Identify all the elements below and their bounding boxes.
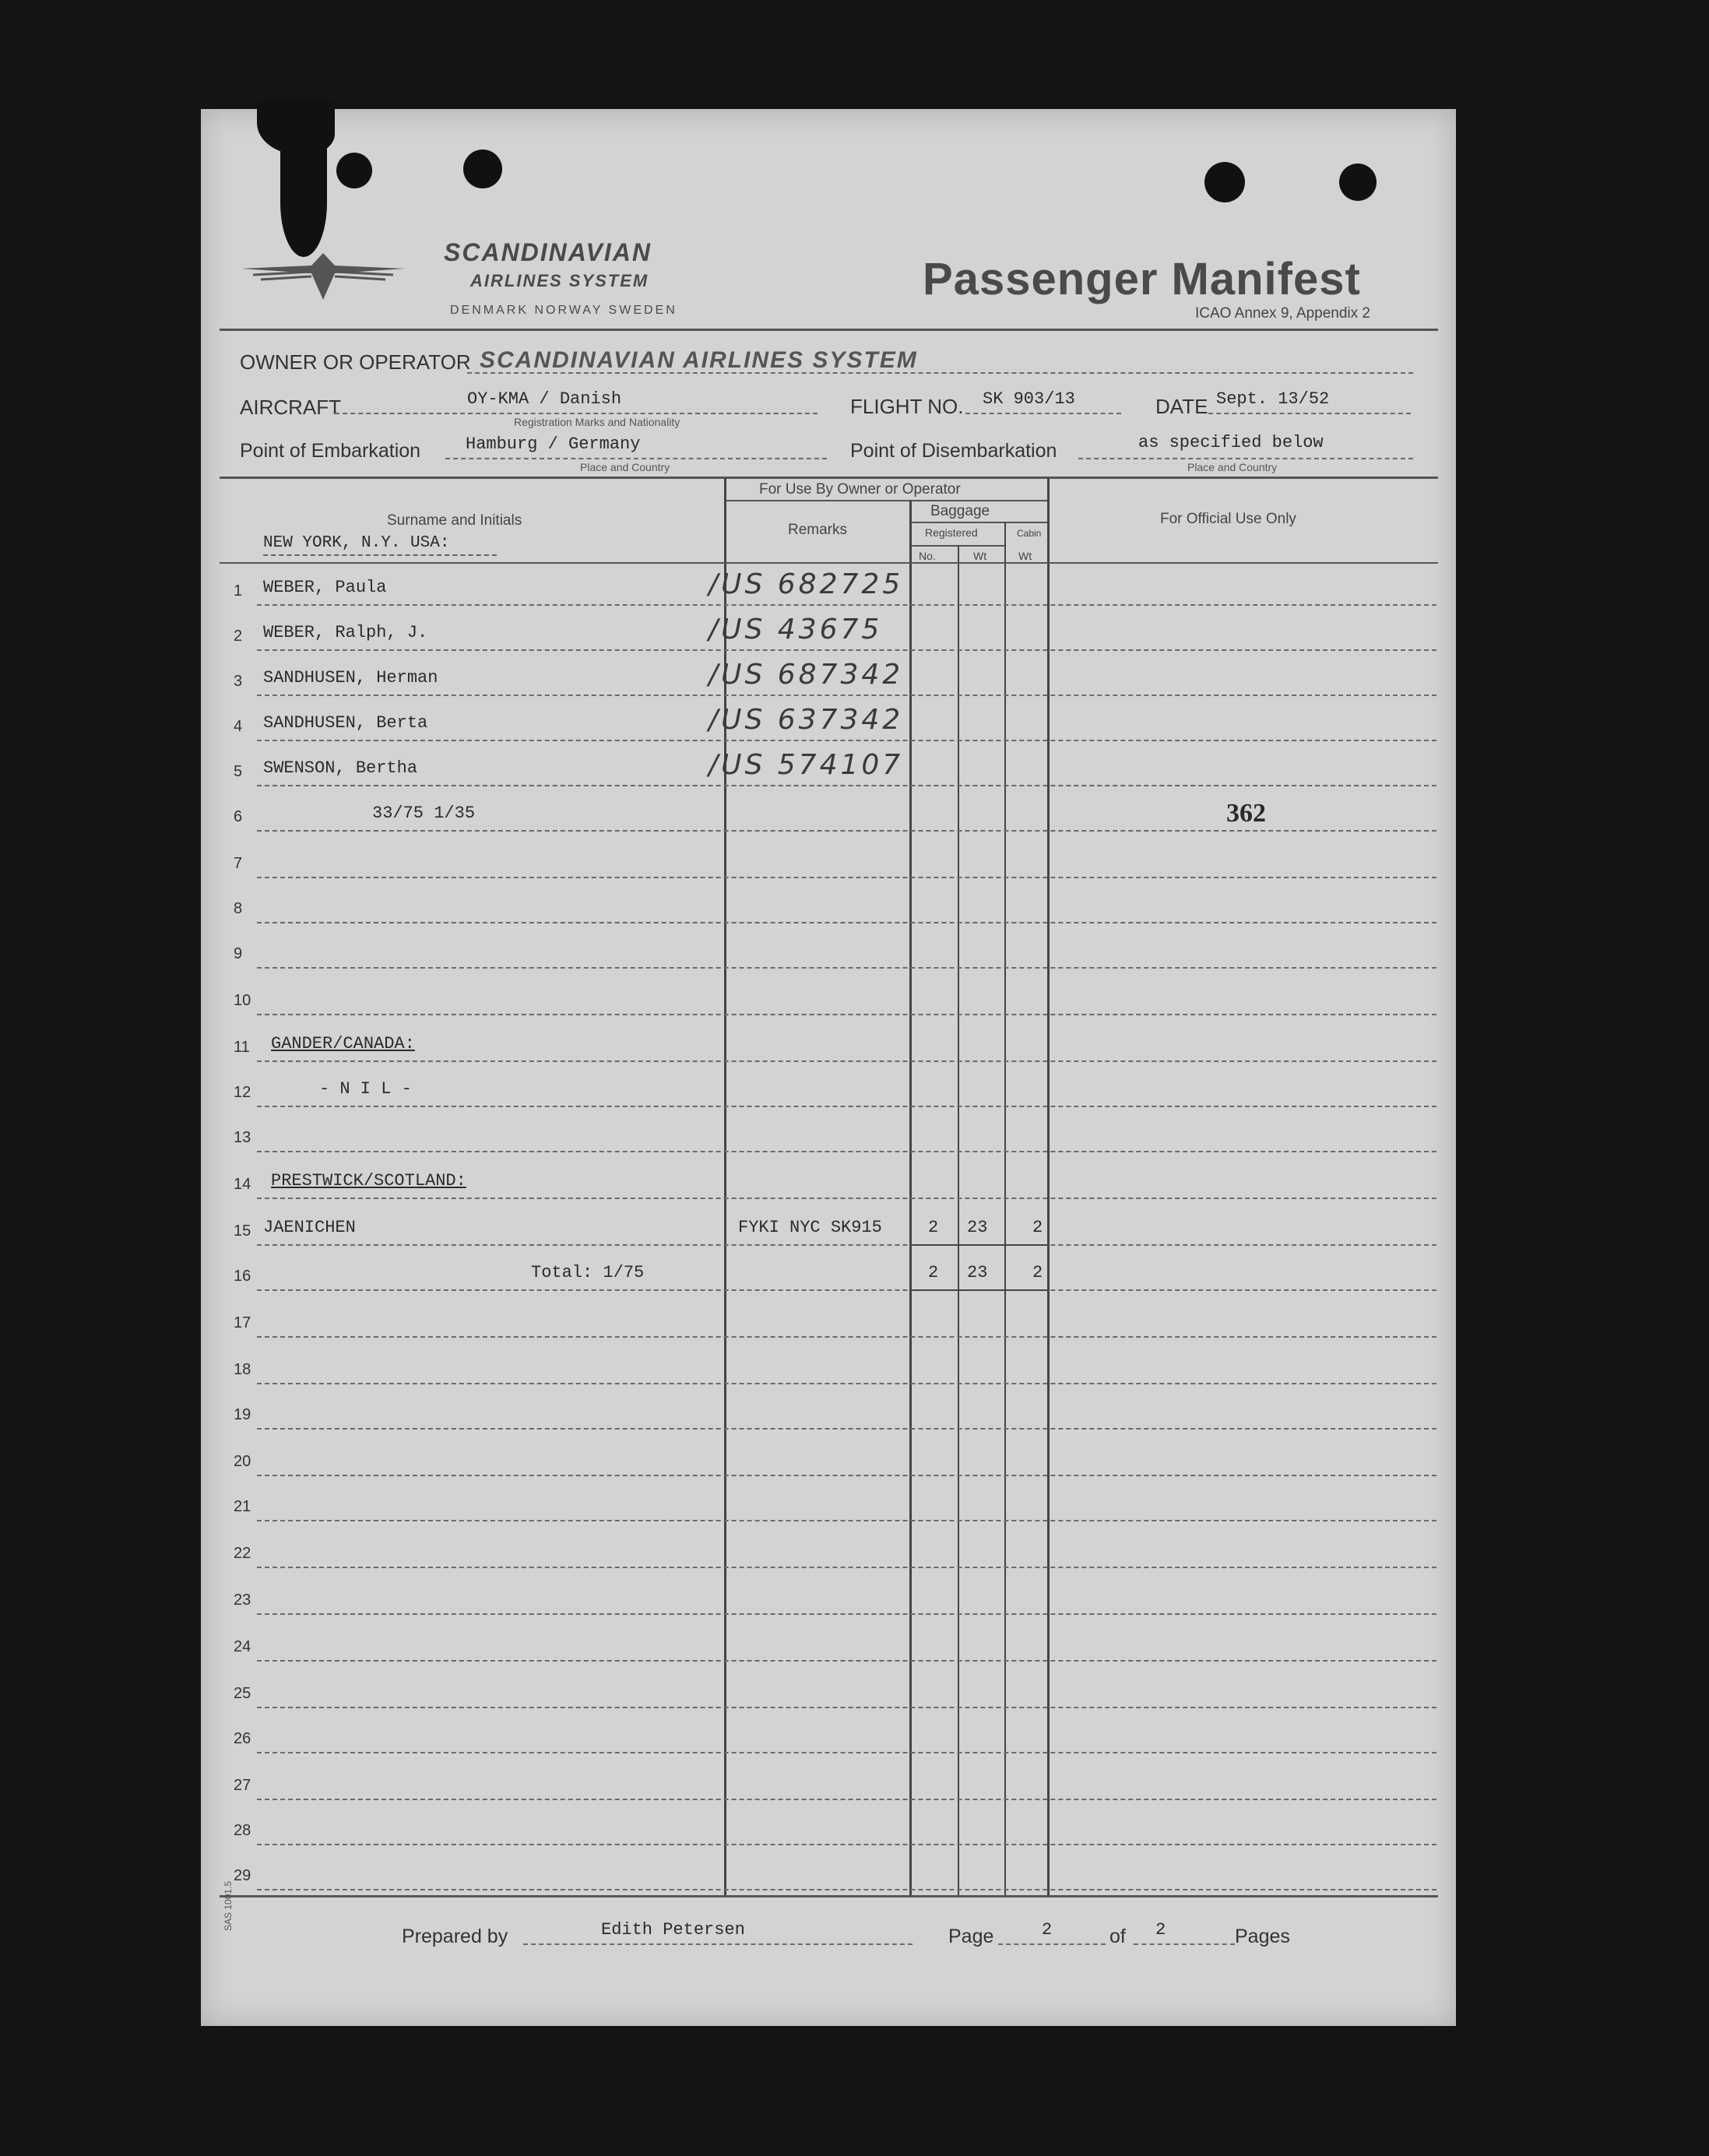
row-line: [257, 1844, 1436, 1845]
date-line: [1208, 413, 1411, 414]
page-label: Page: [948, 1926, 994, 1947]
row-number: 9: [234, 945, 243, 962]
row-line: [257, 1799, 1436, 1800]
baggage-no-value: 2: [928, 1263, 939, 1282]
passenger-name: Total: 1/75: [531, 1263, 645, 1282]
pages-label: Pages: [1235, 1926, 1290, 1947]
punch-hole: [336, 153, 372, 188]
row-line: [257, 1707, 1436, 1708]
row-number: 25: [234, 1685, 251, 1702]
baggage-cab-value: 2: [1032, 1218, 1043, 1237]
no-heading: No.: [919, 550, 936, 562]
row-line: [257, 604, 1436, 606]
remarks-value: /US 43675: [709, 614, 883, 645]
row-number: 11: [234, 1039, 250, 1056]
row-number: 23: [234, 1592, 251, 1609]
wt-heading: Wt: [973, 550, 987, 562]
disembarkation-label: Point of Disembarkation: [850, 440, 1057, 462]
official-column-divider: [1047, 478, 1050, 1895]
date-value: Sept. 13/52: [1216, 389, 1330, 409]
aircraft-value: OY-KMA / Danish: [467, 389, 622, 409]
row-number: 21: [234, 1498, 251, 1515]
row-line: [257, 1106, 1436, 1107]
cabin-column-divider: [1004, 522, 1006, 1895]
row-line: [257, 1567, 1436, 1568]
row-line: [257, 830, 1436, 832]
row-number: 6: [234, 808, 243, 825]
row-line: [257, 1428, 1436, 1430]
flight-label: FLIGHT NO.: [850, 395, 964, 418]
owner-label: OWNER OR OPERATOR: [240, 350, 471, 374]
owner-value: SCANDINAVIAN AIRLINES SYSTEM: [480, 347, 918, 373]
row-number: 15: [234, 1222, 251, 1240]
row-line: [257, 1752, 1436, 1753]
row-line: [257, 1060, 1436, 1062]
airline-name-line2: AIRLINES SYSTEM: [470, 271, 649, 290]
flight-line: [965, 413, 1121, 414]
row-number: 3: [234, 673, 243, 690]
baggage-cab-value: 2: [1032, 1263, 1043, 1282]
row-number: 12: [234, 1084, 251, 1101]
row-line: [257, 1660, 1436, 1662]
aircraft-label: AIRCRAFT: [240, 396, 341, 419]
row-line: [257, 1014, 1436, 1015]
row-line: [257, 1244, 1436, 1246]
page-title: Passenger Manifest: [923, 254, 1361, 304]
row-number: 13: [234, 1129, 251, 1146]
row-number: 24: [234, 1638, 251, 1655]
punch-hole: [1204, 162, 1245, 202]
punch-hole: [463, 149, 502, 188]
remarks-value: /US 682725: [709, 568, 904, 600]
disembarkation-caption: Place and Country: [1187, 461, 1278, 473]
row-line: [257, 695, 1436, 696]
surname-heading: Surname and Initials: [387, 512, 522, 529]
row-number: 5: [234, 763, 243, 780]
airline-name: SCANDINAVIAN: [444, 238, 652, 266]
row-line: [257, 1889, 1436, 1890]
passenger-name: - N I L -: [319, 1079, 412, 1099]
passenger-name: SANDHUSEN, Herman: [263, 668, 438, 688]
passenger-name: PRESTWICK/SCOTLAND:: [271, 1171, 466, 1191]
form-rule: [220, 477, 1438, 479]
row-number: 27: [234, 1777, 251, 1794]
torn-corner: [280, 148, 327, 257]
row-line: [257, 877, 1436, 878]
date-label: DATE: [1155, 395, 1208, 418]
aircraft-line: [335, 413, 818, 414]
flight-value: SK 903/13: [983, 389, 1075, 409]
row-number: 10: [234, 992, 251, 1009]
page-value: 2: [1042, 1920, 1053, 1940]
destination-heading: NEW YORK, N.Y. USA:: [263, 534, 450, 552]
passenger-name: WEBER, Paula: [263, 578, 387, 597]
row-line: [257, 922, 1436, 923]
row-number: 20: [234, 1453, 251, 1470]
prepared-value: Edith Petersen: [601, 1920, 745, 1940]
owner-use-heading: For Use By Owner or Operator: [759, 481, 961, 498]
passenger-name: GANDER/CANADA:: [271, 1034, 415, 1053]
row-line: [257, 1613, 1436, 1615]
passenger-name: SWENSON, Bertha: [263, 758, 418, 778]
row-number: 2: [234, 628, 243, 645]
remarks-value: /US 687342: [709, 659, 904, 691]
registered-rule: [909, 545, 1004, 547]
destination-underline: [263, 554, 497, 556]
row-line: [257, 1383, 1436, 1384]
row-number: 19: [234, 1406, 251, 1423]
owner-line: [467, 372, 1413, 374]
remarks-heading: Remarks: [788, 522, 848, 538]
embarkation-line: [445, 458, 827, 459]
baggage-rule: [909, 522, 1047, 523]
remarks-value: /US 637342: [709, 704, 904, 736]
baggage-total-rule: [909, 1289, 1047, 1291]
prepared-label: Prepared by: [402, 1926, 508, 1947]
row-line: [257, 649, 1436, 651]
remarks-value: /US 574107: [709, 749, 904, 781]
row-line: [257, 1475, 1436, 1476]
remarks-column-divider: [724, 478, 726, 1895]
official-stamp-number: 362: [1226, 799, 1266, 828]
of-label: of: [1109, 1926, 1126, 1947]
page-subtitle: ICAO Annex 9, Appendix 2: [1195, 305, 1370, 322]
page-line: [998, 1943, 1106, 1945]
passenger-name: JAENICHEN: [263, 1218, 356, 1237]
of-line: [1134, 1943, 1235, 1945]
row-line: [257, 785, 1436, 786]
row-number: 22: [234, 1545, 251, 1562]
registered-heading: Registered: [925, 526, 978, 539]
baggage-wt-value: 23: [967, 1263, 988, 1282]
row-line: [257, 1198, 1436, 1199]
row-line: [257, 740, 1436, 741]
of-value: 2: [1155, 1920, 1166, 1940]
row-number: 7: [234, 855, 243, 872]
remarks-value: FYKI NYC SK915: [738, 1218, 882, 1237]
disembarkation-line: [1078, 458, 1413, 459]
baggage-wt-value: 23: [967, 1218, 988, 1237]
row-number: 28: [234, 1822, 251, 1839]
baggage-heading: Baggage: [930, 503, 990, 519]
baggage-total-rule: [909, 1244, 1047, 1246]
table-bottom-rule: [220, 1895, 1438, 1897]
disembarkation-value: as specified below: [1138, 433, 1324, 452]
row-number: 8: [234, 900, 243, 917]
row-number: 26: [234, 1730, 251, 1747]
row-line: [257, 1289, 1436, 1291]
row-number: 18: [234, 1361, 251, 1378]
table-header-rule: [220, 562, 1438, 564]
airline-logo-icon: [237, 245, 409, 308]
owner-use-rule: [724, 500, 1047, 501]
baggage-no-value: 2: [928, 1218, 939, 1237]
row-line: [257, 1520, 1436, 1521]
cabin-heading: Cabin: [1017, 528, 1042, 539]
passenger-name: WEBER, Ralph, J.: [263, 623, 428, 642]
row-line: [257, 967, 1436, 969]
passenger-name: 33/75 1/35: [372, 804, 476, 823]
aircraft-caption: Registration Marks and Nationality: [514, 416, 680, 428]
form-code: SAS 1001.5: [223, 1880, 234, 1931]
row-line: [257, 1151, 1436, 1152]
row-number: 14: [234, 1176, 251, 1193]
punch-hole: [1339, 164, 1377, 201]
row-number: 17: [234, 1314, 251, 1331]
header-rule: [220, 329, 1438, 331]
wt-column-divider: [958, 545, 959, 1895]
row-number: 4: [234, 718, 243, 735]
embarkation-value: Hamburg / Germany: [466, 434, 641, 454]
embarkation-caption: Place and Country: [580, 461, 670, 473]
row-number: 29: [234, 1867, 251, 1884]
row-number: 16: [234, 1268, 251, 1285]
prepared-line: [523, 1943, 913, 1945]
embarkation-label: Point of Embarkation: [240, 440, 421, 462]
official-heading: For Official Use Only: [1160, 511, 1296, 527]
row-line: [257, 1336, 1436, 1338]
passenger-name: SANDHUSEN, Berta: [263, 713, 428, 733]
row-number: 1: [234, 582, 243, 600]
airline-countries: DENMARK NORWAY SWEDEN: [450, 304, 677, 317]
cabin-wt-heading: Wt: [1018, 550, 1032, 562]
